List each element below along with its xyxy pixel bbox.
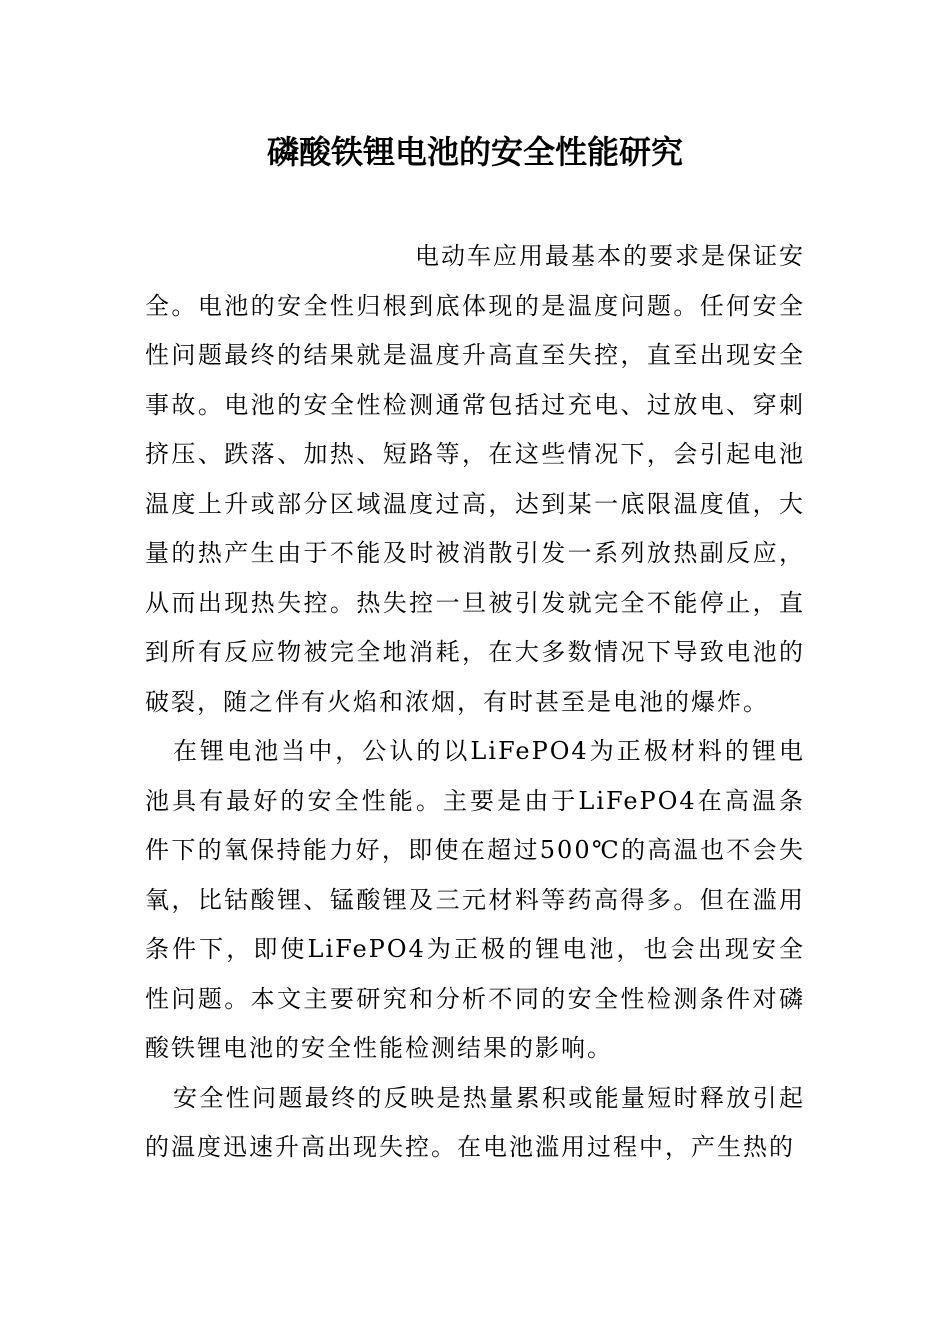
paragraph-1: 电动车应用最基本的要求是保证安全。电池的安全性归根到底体现的是温度问题。任何安全性问题最终的结果就是温度升高直至失控，直至出现安全事故。电池的安全性检测通常包括过充电、过放电、穿刺挤压、跌落、加热、短路等，在这些情况下，会引起电池温度上升或部分区域温度过高，达到某一底限温度值，大量的热产生由于不能及时被消散引发一系列放热副反应，从而出现热失控。热失控一旦被引发就完全不能停止，直到所有反应物被完全地消耗，在大多数情况下导致电池的破裂，随之伴有火焰和浓烟，有时甚至是电池的爆炸。 — [145, 242, 805, 716]
paragraph-2: 在锂电池当中，公认的以LiFePO4为正极材料的锂电池具有最好的安全性能。主要是由于LiFePO4在高温条件下的氧保持能力好，即使在超过500℃的高温也不会失氧，比钴酸锂、锰酸锂及三元材料等药高得多。但在滥用条件下，即使LiFePO4为正极的锂电池，也会出现安全性问题。本文主要研究和分析不同的安全性检测条件对磷酸铁锂电池的安全性能检测结果的影响。 — [145, 737, 805, 1062]
document-body — [145, 232, 805, 1173]
document-title: 磷酸铁锂电池的安全性能研究 — [266, 133, 683, 171]
paragraph-3: 安全性问题最终的反映是热量累积或能量短时释放引起的温度迅速升高出现失控。在电池滥用过程中，产生热的 — [145, 1083, 805, 1161]
